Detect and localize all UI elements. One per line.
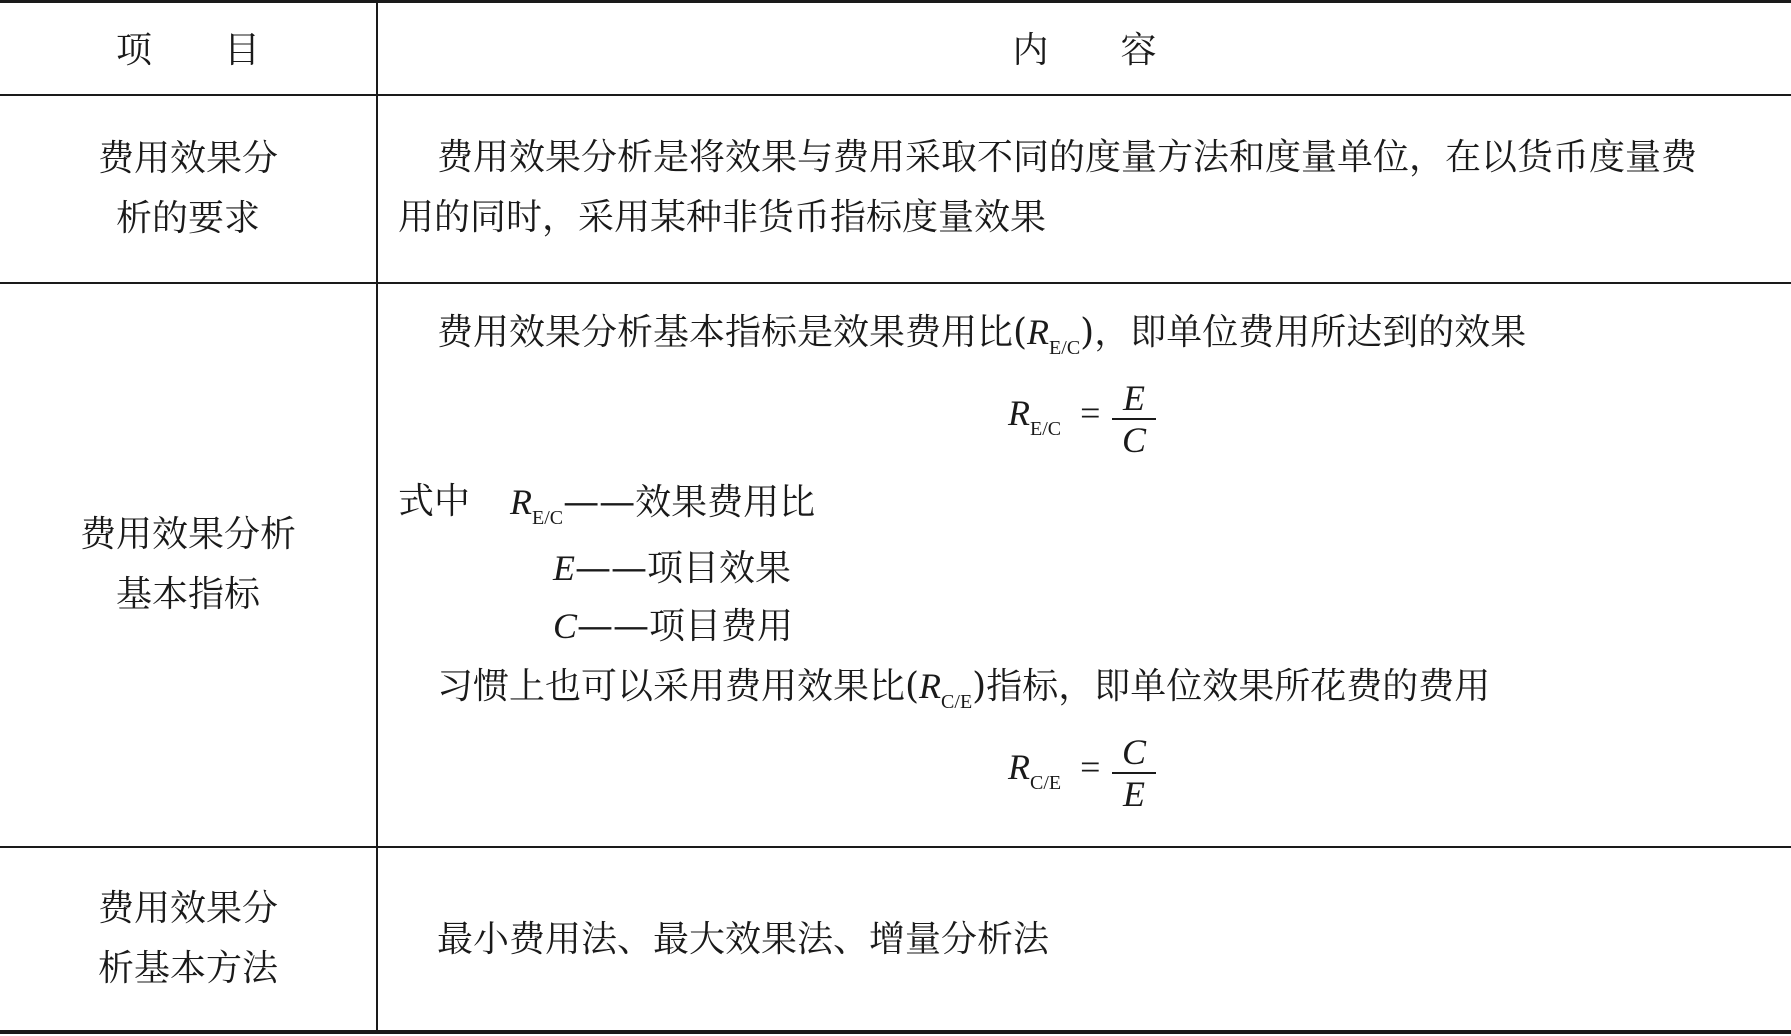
row2-intro-sub: E/C <box>1049 337 1081 359</box>
header-item <box>0 0 376 94</box>
def2-text: ——项目效果 <box>575 548 792 589</box>
row2-alt-text: 习惯上也可以采用费用效果比( <box>437 666 920 707</box>
formula1-numerator: E <box>1123 378 1145 418</box>
def-row-1 <box>510 472 815 548</box>
formula2-denominator: E <box>1123 774 1145 814</box>
def3-var: C <box>553 606 578 646</box>
header-content <box>378 0 1791 94</box>
where-label: 式中 <box>398 481 471 522</box>
row1-content-line1: 费用效果分析是将效果与费用采取不同的度量方法和度量单位，在以货币度量费 <box>437 137 1698 178</box>
row1-item-line1: 费用效果分 <box>97 138 278 179</box>
row3-item <box>0 848 376 1030</box>
formula1-lhs: R <box>1008 393 1030 433</box>
row2-intro-tail: )，即单位费用所达到的效果 <box>1080 312 1527 353</box>
row2-alt-var: R <box>919 666 942 706</box>
formula1-equals: = <box>1080 393 1101 433</box>
def-row-2 <box>553 538 791 599</box>
row2-intro-text: 费用效果分析基本指标是效果费用比( <box>437 312 1028 353</box>
formula2-fraction <box>1112 732 1156 814</box>
header-item-label: 项 目 <box>115 29 260 71</box>
formula1-fraction <box>1112 378 1156 460</box>
row2-alt-tail: )指标，即单位效果所花费的费用 <box>972 666 1491 707</box>
formula2-numerator: C <box>1121 732 1146 772</box>
bottom-rule <box>0 1030 1791 1034</box>
def2-var: E <box>553 548 575 588</box>
row2-alt <box>437 656 1490 732</box>
formula1-denominator: C <box>1121 420 1146 460</box>
def-row-3 <box>553 596 793 657</box>
row2-intro-var: R <box>1027 312 1050 352</box>
header-content-label: 内 容 <box>1012 29 1157 71</box>
formula2-lhs: R <box>1008 747 1030 787</box>
column-divider <box>376 2 378 1032</box>
row2-alt-sub: C/E <box>941 691 973 713</box>
formula1-sub: E/C <box>1030 418 1062 440</box>
formula2-sub: C/E <box>1030 772 1062 794</box>
row2-item-line1: 费用效果分析 <box>79 514 296 555</box>
row3-item-line1: 费用效果分 <box>97 888 278 929</box>
formula2-equals: = <box>1080 747 1101 787</box>
row1-content-line2: 用的同时，采用某种非货币指标度量效果 <box>398 197 1047 238</box>
def3-text: ——项目费用 <box>577 606 794 647</box>
row1-item-line2: 析的要求 <box>115 198 260 239</box>
formula-cost-effect-ratio <box>1008 746 1100 795</box>
formula-effect-cost-ratio <box>1008 392 1100 441</box>
row2-item-line2: 基本指标 <box>115 574 260 615</box>
row3-item-line2: 析基本方法 <box>97 948 278 989</box>
def1-text: ——效果费用比 <box>563 482 816 523</box>
row2-intro <box>437 302 1526 378</box>
row3-content: 最小费用法、最大效果法、增量分析法 <box>437 919 1050 960</box>
def1-sub: E/C <box>532 507 564 529</box>
row1-item <box>0 96 376 282</box>
def1-var: R <box>510 482 532 522</box>
row2-item <box>0 284 376 846</box>
